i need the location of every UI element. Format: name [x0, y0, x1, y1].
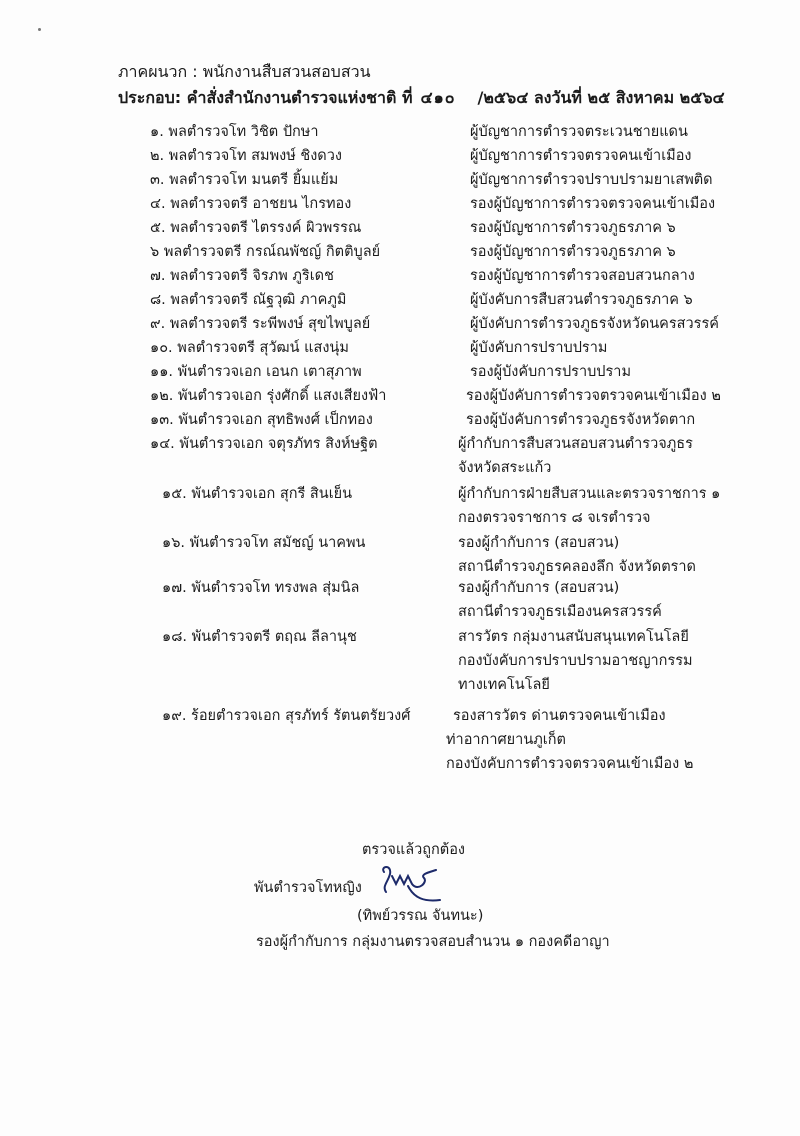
entry-name: ๓. พลตำรวจโท มนตรี ยิ้มแย้ม — [150, 172, 339, 188]
entry-position: สารวัตร กลุ่มงานสนับสนุนเทคโนโลยี — [458, 629, 689, 645]
entry-name: ๑๖. พันตำรวจโท สมัชญ์ นาคพน — [162, 535, 366, 551]
order-date: /๒๕๖๔ ลงวันที่ ๒๕ สิงหาคม ๒๕๖๔ — [477, 88, 725, 107]
entry-position: กองบังคับการปราบปรามอาชญากรรม — [458, 653, 693, 669]
entry-position: รองผู้บังคับการตำรวจภูธรจังหวัดตาก — [466, 412, 696, 428]
signer-rank: พันตำรวจโทหญิง — [254, 880, 362, 896]
signer-title: รองผู้กำกับการ กลุ่มงานตรวจสอบสำนวน ๑ กองคดีอาญา — [256, 934, 610, 950]
entry-position: ผู้บัญชาการตำรวจตระเวนชายแดน — [470, 124, 688, 140]
entry-position: รองผู้บัญชาการตำรวจภูธรภาค ๖ — [470, 220, 676, 236]
entry-position: กองบังคับการตำรวจตรวจคนเข้าเมือง ๒ — [446, 756, 694, 772]
entry-position: รองผู้บัญชาการตำรวจตรวจคนเข้าเมือง — [470, 196, 716, 212]
entry-name: ๑๕. พันตำรวจเอก สุกรี สินเย็น — [162, 486, 353, 502]
entry-position: รองผู้บัญชาการตำรวจสอบสวนกลาง — [470, 268, 695, 284]
entry-position: รองสารวัตร ด่านตรวจคนเข้าเมือง — [453, 708, 666, 724]
entry-name: ๑๙. ร้อยตำรวจเอก สุรภัทร์ รัตนตรัยวงศ์ — [162, 708, 411, 724]
entry-name: ๑๓. พันตำรวจเอก สุทธิพงศ์ เป็กทอง — [150, 412, 373, 428]
entry-position: ท่าอากาศยานภูเก็ต — [446, 732, 566, 748]
order-reference-prefix: ประกอบ: คำสั่งสำนักงานตำรวจแห่งชาติ ที่ — [118, 88, 413, 107]
entry-name: ๑๐. พลตำรวจตรี สุวัฒน์ แสงนุ่ม — [150, 340, 349, 356]
appendix-title: ภาคผนวก : พนักงานสืบสวนสอบสวน — [118, 62, 371, 81]
entry-position: สถานีตำรวจภูธรคลองลึก จังหวัดตราด — [458, 559, 696, 575]
entry-name: ๑๗. พันตำรวจโท ทรงพล สุ่มนิล — [162, 580, 360, 596]
entry-name: ๑๔. พันตำรวจเอก จตุรภัทร สิงห์ษฐิต — [150, 436, 378, 452]
entry-position: ผู้กำกับการสืบสวนสอบสวนตำรวจภูธร — [458, 436, 693, 452]
certified-text: ตรวจแล้วถูกต้อง — [362, 842, 465, 858]
order-reference — [118, 86, 725, 111]
entry-position: ผู้บังคับการสืบสวนตำรวจภูธรภาค ๖ — [470, 292, 693, 308]
entry-position: กองตรวจราชการ ๘ จเรตำรวจ — [458, 510, 651, 526]
entry-position: รองผู้บัญชาการตำรวจภูธรภาค ๖ — [470, 244, 676, 260]
entry-name: ๘. พลตำรวจตรี ณัฐวุฒิ ภาคภูมิ — [150, 292, 347, 308]
entry-name: ๑. พลตำรวจโท วิชิต ปักษา — [150, 124, 319, 140]
entry-name: ๖ พลตำรวจตรี กรณ์ณพัชญ์ กิตติบูลย์ — [150, 244, 381, 260]
handwritten-signature — [378, 862, 450, 906]
entry-name: ๑๘. พันตำรวจตรี ตฤณ ลีลานุช — [162, 629, 357, 645]
entry-position: รองผู้บังคับการปราบปราม — [470, 364, 632, 380]
entry-position: ผู้บัญชาการตำรวจตรวจคนเข้าเมือง — [470, 148, 692, 164]
entry-name: ๔. พลตำรวจตรี อาชยน ไกรทอง — [150, 196, 352, 212]
entry-name: ๑๑. พันตำรวจเอก เอนก เตาสุภาพ — [150, 364, 362, 380]
scan-speck — [38, 28, 41, 31]
signer-name: (ทิพย์วรรณ จันทนะ) — [357, 908, 484, 924]
entry-position: รองผู้กำกับการ (สอบสวน) — [458, 535, 620, 551]
entry-name: ๑๒. พันตำรวจเอก รุ่งศักดิ์ แสงเสียงฟ้า — [150, 388, 387, 404]
entry-name: ๒. พลตำรวจโท สมพงษ์ ชิงดวง — [150, 148, 342, 164]
entry-name: ๕. พลตำรวจตรี ไตรรงค์ ผิวพรรณ — [150, 220, 362, 236]
order-number: ๔๑๐ — [420, 88, 456, 107]
entry-position: สถานีตำรวจภูธรเมืองนครสวรรค์ — [458, 604, 662, 620]
entry-position: จังหวัดสระแก้ว — [458, 460, 552, 476]
entry-position: ผู้บัญชาการตำรวจปราบปรามยาเสพติด — [470, 172, 713, 188]
entry-name: ๙. พลตำรวจตรี ระพีพงษ์ สุขไพบูลย์ — [150, 316, 371, 332]
entry-position: ผู้กำกับการฝ่ายสืบสวนและตรวจราชการ ๑ — [458, 486, 721, 502]
entry-position: รองผู้กำกับการ (สอบสวน) — [458, 580, 620, 596]
entry-position: ผู้บังคับการตำรวจภูธรจังหวัดนครสวรรค์ — [470, 316, 719, 332]
entry-position: ทางเทคโนโลยี — [458, 677, 550, 693]
entry-position: ผู้บังคับการปราบปราม — [470, 340, 608, 356]
entry-position: รองผู้บังคับการตำรวจตรวจคนเข้าเมือง ๒ — [466, 388, 721, 404]
entry-name: ๗. พลตำรวจตรี จิรภพ ภูริเดช — [150, 268, 334, 284]
